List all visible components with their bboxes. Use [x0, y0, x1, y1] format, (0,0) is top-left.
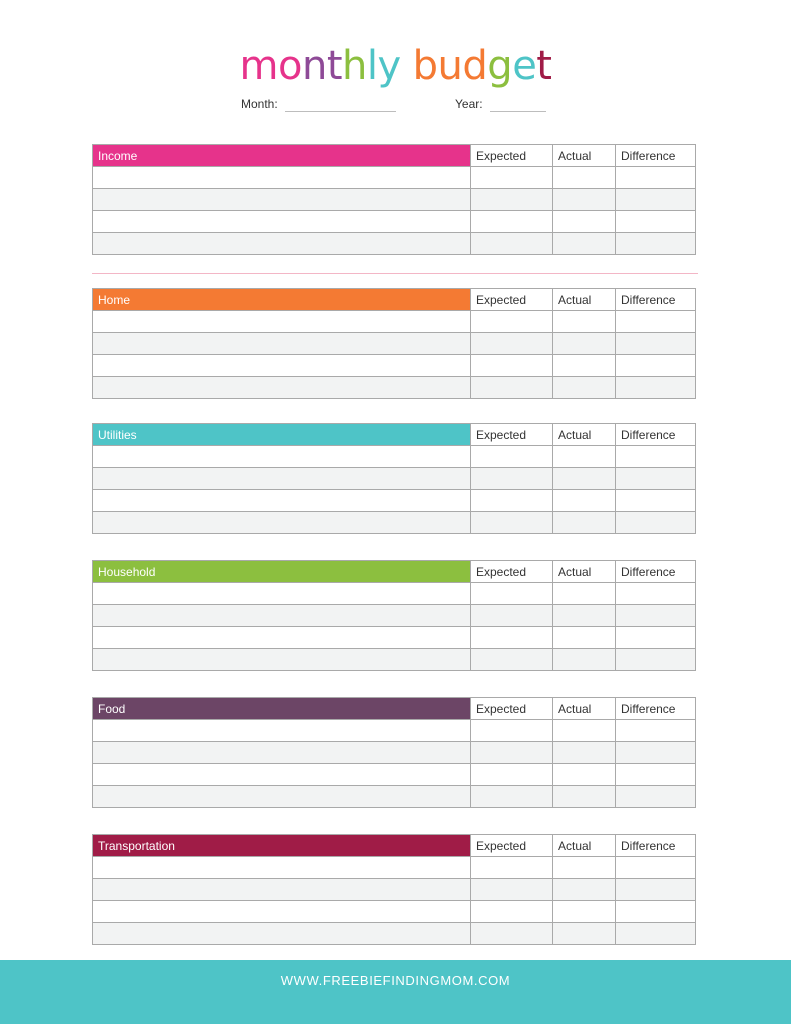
actual-cell[interactable] [553, 583, 616, 605]
food-header: Food [93, 698, 471, 720]
actual-cell[interactable] [553, 233, 616, 255]
table-row[interactable] [93, 605, 696, 627]
difference-cell[interactable] [616, 377, 696, 399]
title-letter: g [487, 43, 513, 89]
expected-cell[interactable] [471, 355, 553, 377]
item-cell[interactable] [93, 649, 471, 671]
difference-cell[interactable] [616, 764, 696, 786]
expected-cell[interactable] [471, 468, 553, 490]
item-cell[interactable] [93, 605, 471, 627]
table-row[interactable] [93, 742, 696, 764]
expected-cell[interactable] [471, 211, 553, 233]
difference-cell[interactable] [616, 189, 696, 211]
difference-header: Difference [616, 835, 696, 857]
difference-cell[interactable] [616, 333, 696, 355]
actual-cell[interactable] [553, 764, 616, 786]
difference-cell[interactable] [616, 879, 696, 901]
expected-cell[interactable] [471, 923, 553, 945]
expected-header: Expected [471, 424, 553, 446]
expected-cell[interactable] [471, 879, 553, 901]
table-row[interactable] [93, 211, 696, 233]
table-row[interactable] [93, 167, 696, 189]
table-row[interactable] [93, 377, 696, 399]
expected-cell[interactable] [471, 786, 553, 808]
item-cell[interactable] [93, 512, 471, 534]
difference-cell[interactable] [616, 857, 696, 879]
table-row[interactable] [93, 786, 696, 808]
item-cell[interactable] [93, 333, 471, 355]
actual-cell[interactable] [553, 468, 616, 490]
item-cell[interactable] [93, 901, 471, 923]
difference-cell[interactable] [616, 512, 696, 534]
section-divider [92, 273, 698, 274]
table-row[interactable] [93, 311, 696, 333]
difference-cell[interactable] [616, 742, 696, 764]
actual-header: Actual [553, 698, 616, 720]
expected-cell[interactable] [471, 167, 553, 189]
income-table [92, 144, 696, 255]
month-field[interactable] [285, 111, 396, 112]
expected-header: Expected [471, 145, 553, 167]
actual-cell[interactable] [553, 167, 616, 189]
difference-header: Difference [616, 698, 696, 720]
expected-cell[interactable] [471, 720, 553, 742]
item-cell[interactable] [93, 446, 471, 468]
title-letter: e [512, 43, 537, 89]
difference-cell[interactable] [616, 211, 696, 233]
actual-header: Actual [553, 561, 616, 583]
difference-cell[interactable] [616, 468, 696, 490]
difference-cell[interactable] [616, 167, 696, 189]
item-cell[interactable] [93, 377, 471, 399]
year-label: Year: [455, 97, 483, 111]
actual-cell[interactable] [553, 879, 616, 901]
expected-cell[interactable] [471, 333, 553, 355]
item-cell[interactable] [93, 879, 471, 901]
table-row[interactable] [93, 233, 696, 255]
actual-cell[interactable] [553, 512, 616, 534]
table-row[interactable] [93, 490, 696, 512]
expected-cell[interactable] [471, 311, 553, 333]
website-link[interactable]: WWW.FREEBIEFINDINGMOM.COM [280, 973, 511, 988]
difference-cell[interactable] [616, 446, 696, 468]
expected-cell[interactable] [471, 901, 553, 923]
table-row[interactable] [93, 355, 696, 377]
title-letter: b [412, 43, 438, 89]
item-cell[interactable] [93, 583, 471, 605]
actual-cell[interactable] [553, 605, 616, 627]
year-field[interactable] [490, 111, 546, 112]
month-label: Month: [241, 97, 278, 111]
difference-header: Difference [616, 289, 696, 311]
actual-cell[interactable] [553, 355, 616, 377]
difference-cell[interactable] [616, 720, 696, 742]
item-cell[interactable] [93, 189, 471, 211]
table-row[interactable] [93, 189, 696, 211]
actual-header: Actual [553, 835, 616, 857]
table-row[interactable] [93, 333, 696, 355]
table-row[interactable] [93, 446, 696, 468]
expected-cell[interactable] [471, 377, 553, 399]
utilities-header: Utilities [93, 424, 471, 446]
title-letter: h [342, 43, 367, 89]
expected-cell[interactable] [471, 490, 553, 512]
table-row[interactable] [93, 649, 696, 671]
difference-cell[interactable] [616, 901, 696, 923]
transportation-table [92, 834, 696, 945]
actual-header: Actual [553, 145, 616, 167]
page-title [0, 38, 791, 94]
footer-bar [0, 960, 791, 1024]
item-cell[interactable] [93, 468, 471, 490]
actual-cell[interactable] [553, 211, 616, 233]
home-header: Home [93, 289, 471, 311]
title-letter: u [437, 43, 463, 89]
expected-cell[interactable] [471, 742, 553, 764]
item-cell[interactable] [93, 923, 471, 945]
title-letter: d [462, 43, 488, 89]
table-row[interactable] [93, 468, 696, 490]
item-cell[interactable] [93, 720, 471, 742]
difference-cell[interactable] [616, 311, 696, 333]
difference-cell[interactable] [616, 605, 696, 627]
transportation-header: Transportation [93, 835, 471, 857]
actual-cell[interactable] [553, 377, 616, 399]
title-letter: n [301, 43, 327, 89]
item-cell[interactable] [93, 764, 471, 786]
difference-cell[interactable] [616, 355, 696, 377]
difference-cell[interactable] [616, 923, 696, 945]
expected-header: Expected [471, 561, 553, 583]
expected-cell[interactable] [471, 233, 553, 255]
item-cell[interactable] [93, 742, 471, 764]
title-letter: l [366, 43, 378, 89]
item-cell[interactable] [93, 233, 471, 255]
home-table [92, 288, 696, 399]
item-cell[interactable] [93, 167, 471, 189]
expected-cell[interactable] [471, 857, 553, 879]
difference-cell[interactable] [616, 627, 696, 649]
actual-cell[interactable] [553, 901, 616, 923]
expected-header: Expected [471, 698, 553, 720]
table-row[interactable] [93, 512, 696, 534]
title-letter: t [326, 43, 342, 89]
actual-header: Actual [553, 424, 616, 446]
expected-cell[interactable] [471, 627, 553, 649]
actual-cell[interactable] [553, 649, 616, 671]
actual-cell[interactable] [553, 311, 616, 333]
table-row[interactable] [93, 764, 696, 786]
item-cell[interactable] [93, 786, 471, 808]
table-row[interactable] [93, 879, 696, 901]
expected-cell[interactable] [471, 583, 553, 605]
expected-header: Expected [471, 289, 553, 311]
difference-header: Difference [616, 561, 696, 583]
difference-cell[interactable] [616, 583, 696, 605]
actual-cell[interactable] [553, 786, 616, 808]
item-cell[interactable] [93, 627, 471, 649]
food-table [92, 697, 696, 808]
title-letter: y [377, 43, 401, 89]
actual-cell[interactable] [553, 446, 616, 468]
item-cell[interactable] [93, 211, 471, 233]
difference-cell[interactable] [616, 490, 696, 512]
item-cell[interactable] [93, 490, 471, 512]
difference-header: Difference [616, 145, 696, 167]
table-row[interactable] [93, 583, 696, 605]
expected-cell[interactable] [471, 649, 553, 671]
actual-cell[interactable] [553, 742, 616, 764]
household-table [92, 560, 696, 671]
actual-cell[interactable] [553, 490, 616, 512]
difference-cell[interactable] [616, 786, 696, 808]
expected-cell[interactable] [471, 446, 553, 468]
actual-cell[interactable] [553, 720, 616, 742]
expected-cell[interactable] [471, 189, 553, 211]
table-row[interactable] [93, 901, 696, 923]
actual-cell[interactable] [553, 189, 616, 211]
expected-cell[interactable] [471, 605, 553, 627]
table-row[interactable] [93, 923, 696, 945]
item-cell[interactable] [93, 355, 471, 377]
title-letter: o [277, 43, 302, 89]
expected-cell[interactable] [471, 764, 553, 786]
title-letter: t [536, 43, 552, 89]
actual-cell[interactable] [553, 627, 616, 649]
expected-header: Expected [471, 835, 553, 857]
table-row[interactable] [93, 720, 696, 742]
actual-header: Actual [553, 289, 616, 311]
utilities-table [92, 423, 696, 534]
table-row[interactable] [93, 627, 696, 649]
difference-cell[interactable] [616, 233, 696, 255]
actual-cell[interactable] [553, 923, 616, 945]
item-cell[interactable] [93, 857, 471, 879]
table-row[interactable] [93, 857, 696, 879]
income-header: Income [93, 145, 471, 167]
household-header: Household [93, 561, 471, 583]
difference-header: Difference [616, 424, 696, 446]
item-cell[interactable] [93, 311, 471, 333]
actual-cell[interactable] [553, 857, 616, 879]
actual-cell[interactable] [553, 333, 616, 355]
expected-cell[interactable] [471, 512, 553, 534]
title-letter: m [239, 43, 278, 89]
difference-cell[interactable] [616, 649, 696, 671]
